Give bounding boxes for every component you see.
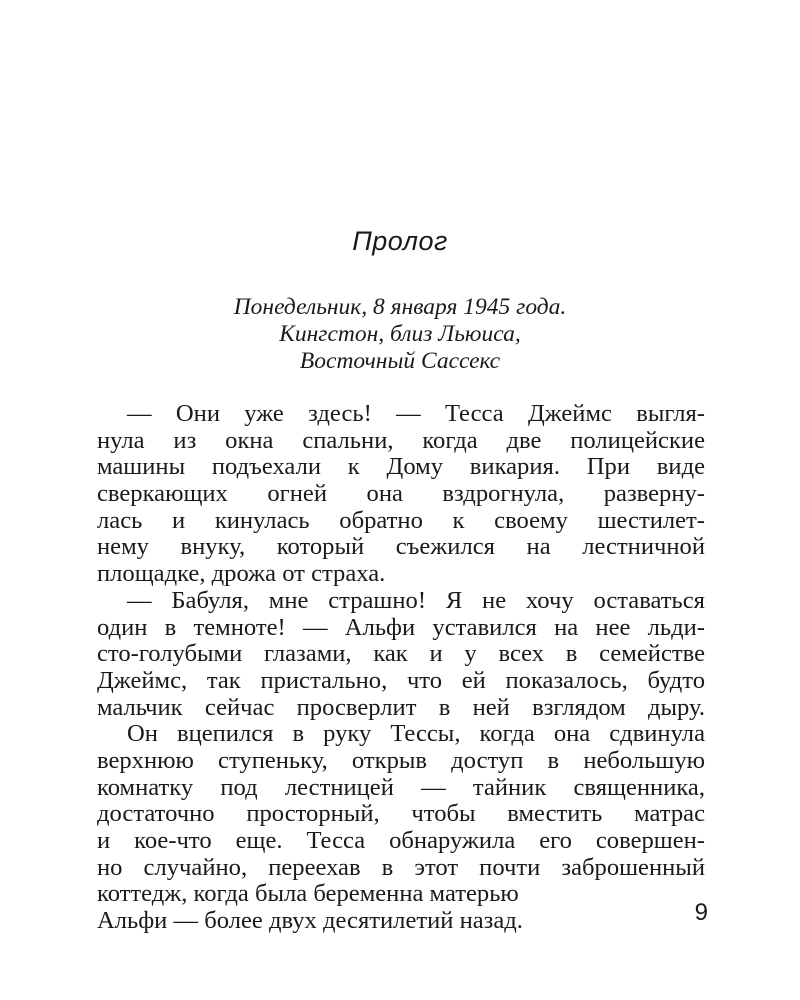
dateline-date: Понедельник, 8 января 1945 года.	[233, 294, 567, 320]
text-line: комнатку под лестницей — тайник священника,	[97, 773, 705, 801]
text-line: Джеймс, так пристально, что ей показалось, будто	[97, 666, 705, 694]
dateline-region: Восточный Сассекс	[299, 348, 501, 374]
text-line: — Они уже здесь! — Тесса Джеймс выгля-	[127, 400, 705, 427]
body-text	[97, 401, 705, 935]
text-line: верхнюю ступеньку, открыв доступ в небольшую	[97, 746, 705, 774]
text-line: Он вцепился в руку Тессы, когда она сдвинула	[127, 720, 705, 748]
text-line: — Бабуля, мне страшно! Я не хочу оставаться	[127, 586, 705, 614]
text-line: нула из окна спальни, когда две полицейские	[97, 426, 705, 454]
dateline-place: Кингстон, близ Льюиса,	[279, 321, 521, 347]
chapter-title: Пролог	[352, 226, 448, 256]
text-line: сверкающих огней она вздрогнула, разверну-	[97, 480, 705, 508]
text-line: коттедж, когда была беременна матерью	[97, 880, 519, 908]
page-number: 9	[694, 899, 708, 926]
text-line: сто-голубыми глазами, как и у всех в семействе	[97, 640, 705, 668]
text-line: машины подъехали к Дому викария. При виде	[97, 453, 705, 481]
text-line: один в темноте! — Альфи уставился на нее льди-	[97, 613, 705, 641]
text-line: площадке, дрожа от страха.	[97, 560, 386, 588]
text-line: Альфи — более двух десятилетий назад.	[97, 907, 523, 935]
text-line: лась и кинулась обратно к своему шестилет-	[97, 506, 705, 534]
text-line: нему внуку, который съежился на лестничной	[97, 533, 705, 561]
text-line: но случайно, переехав в этот почти заброшенный	[97, 853, 705, 881]
dateline	[0, 294, 800, 375]
text-line: и кое-что еще. Тесса обнаружила его совершен-	[97, 827, 705, 854]
text-line: достаточно просторный, чтобы вместить матрас	[97, 800, 705, 828]
text-line: мальчик сейчас просверлит в ней взглядом дыру.	[97, 693, 705, 721]
